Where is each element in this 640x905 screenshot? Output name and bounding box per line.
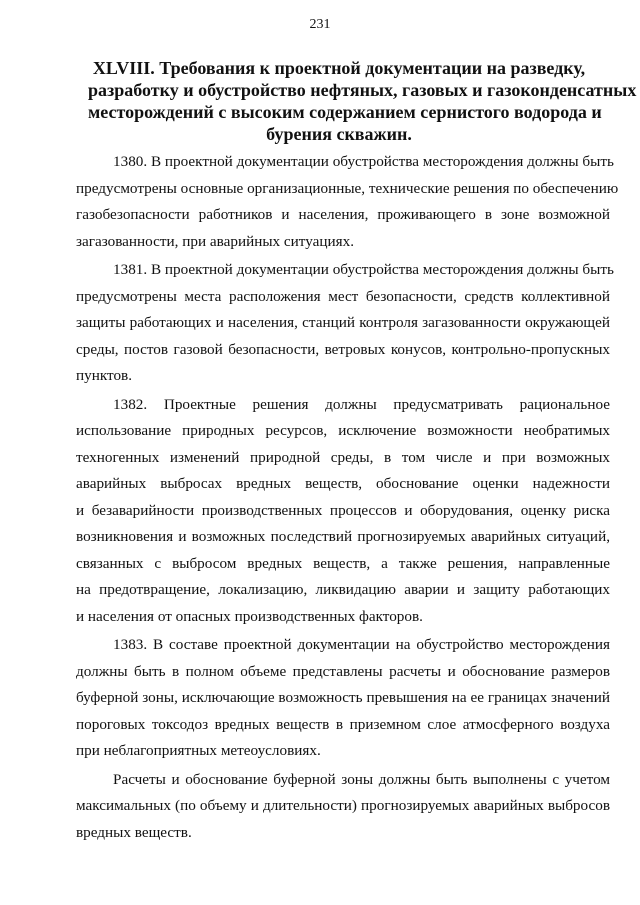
text-line: использование природных ресурсов, исключение возможности необратимых <box>76 422 610 439</box>
text-line: при неблагоприятных метеоусловиях. <box>76 742 321 759</box>
text-line: аварийных выбросах вредных веществ, обоснование оценки надежности <box>76 475 610 492</box>
heading-line: месторождений с высоким содержанием сернистого водорода и <box>88 102 602 122</box>
paragraph-1380 <box>76 149 619 255</box>
text-line: вредных веществ. <box>76 823 192 841</box>
text-line: должны быть в полном объеме представлены расчеты и обоснование размеров <box>76 662 610 680</box>
document-body <box>76 149 619 846</box>
page-number: 231 <box>309 17 331 32</box>
text-line: пороговых токсодоз вредных веществ в приземном слое атмосферного воздуха <box>76 715 610 733</box>
text-line: буферной зоны, исключающие возможность превышения на ее границах значений <box>76 689 610 706</box>
text-line: предусмотрены основные организационные, технические решения по обеспечению <box>76 179 619 197</box>
paragraph-1382 <box>76 392 610 631</box>
paragraph-1383 <box>76 632 610 765</box>
paragraph-1381 <box>76 257 614 390</box>
text-line: максимальных (по объему и длительности) прогнозируемых аварийных выбросов <box>76 797 610 814</box>
text-line: пунктов. <box>76 367 133 384</box>
text-line: техногенных изменений природной среды, в том числе и при возможных <box>76 448 610 466</box>
text-line: и безаварийности производственных процессов и оборудования, оценку риска <box>76 501 610 519</box>
text-line: загазованности, при аварийных ситуациях. <box>76 232 354 250</box>
text-line: газобезопасности работников и населения, проживающего в зоне возможной <box>76 206 610 223</box>
text-line: защиты работающих и населения, станций контроля загазованности окружающей <box>76 314 610 331</box>
text-line: 1381. В проектной документации обустройства месторождения должны быть <box>113 261 614 278</box>
text-line: 1383. В составе проектной документации на обустройство месторождения <box>113 636 610 653</box>
text-line: 1382. Проектные решения должны предусматривать рациональное <box>113 395 610 413</box>
text-line: на предотвращение, локализацию, ликвидацию аварии и защиту работающих <box>76 581 610 598</box>
text-line: предусмотрены места расположения мест безопасности, средств коллективной <box>76 287 610 305</box>
section-heading <box>88 57 637 145</box>
paragraph-buffer-zone <box>76 767 610 847</box>
text-line: среды, постов газовой безопасности, ветровых конусов, контрольно-пропускных <box>76 340 610 358</box>
heading-line: разработку и обустройство нефтяных, газовых и газоконденсатных <box>88 80 637 100</box>
heading-line: XLVIII. Требования к проектной документации на разведку, <box>92 58 586 78</box>
text-line: 1380. В проектной документации обустройства месторождения должны быть <box>113 153 614 170</box>
text-line: связанных с выбросом вредных веществ, а также решения, направленные <box>76 554 610 572</box>
text-line: Расчеты и обоснование буферной зоны должны быть выполнены с учетом <box>113 770 610 788</box>
text-line: возникновения и возможных последствий прогнозируемых аварийных ситуаций, <box>76 528 610 545</box>
text-line: и населения от опасных производственных факторов. <box>76 607 423 625</box>
heading-line: бурения скважин. <box>266 124 412 144</box>
